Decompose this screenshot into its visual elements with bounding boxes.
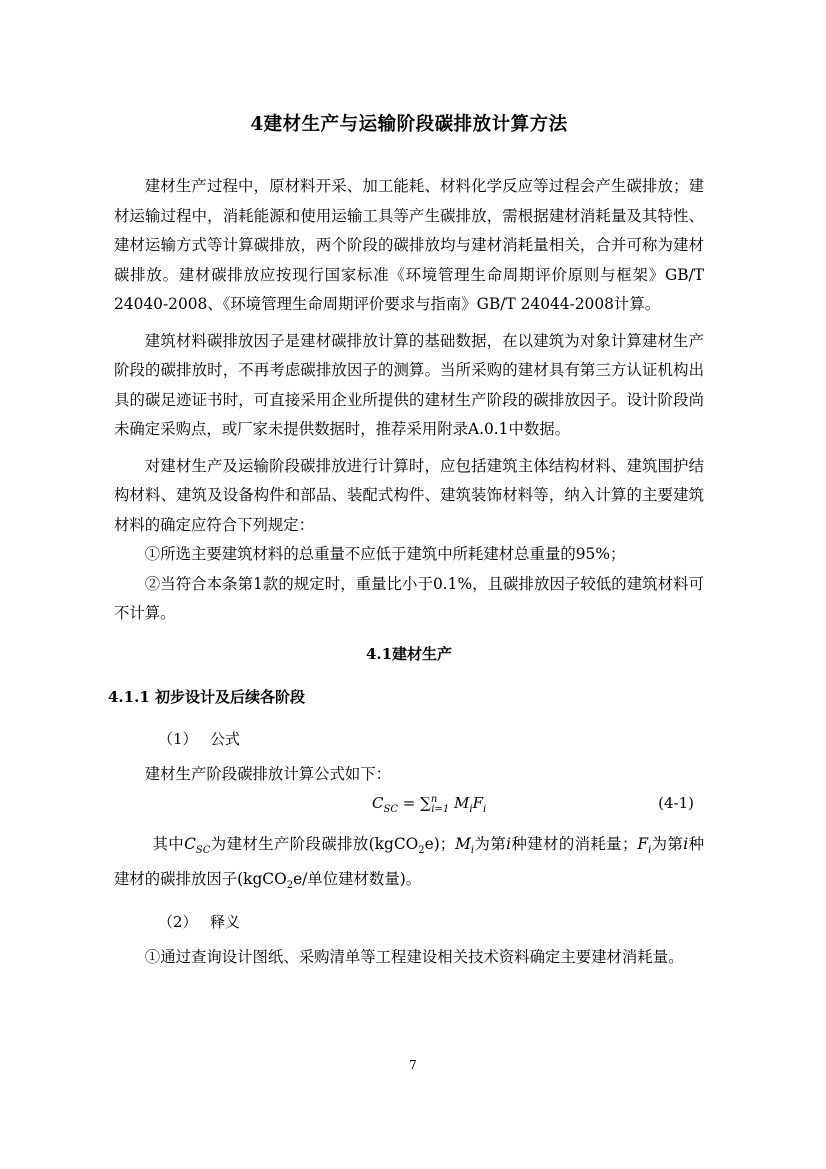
exp-m-sub: i — [470, 844, 475, 856]
equation-row — [114, 792, 704, 822]
exp-t1: 其中 — [152, 834, 185, 853]
exp-t6: 为第 — [651, 834, 684, 853]
exp-two: 2 — [418, 844, 425, 856]
formula-intro: 建材生产阶段碳排放计算公式如下： — [144, 765, 392, 783]
exp-t7: 种建材的碳排放因子(kgCO — [114, 834, 704, 889]
exp-i1: i — [506, 834, 512, 853]
eq-lhs: C — [372, 793, 384, 812]
eq-sum: ∑ — [420, 793, 431, 812]
interpretation-item-1: ①通过查询设计图纸、采购清单等工程建设相关技术资料确定主要建材消耗量。 — [144, 948, 684, 967]
exp-t3: e)； — [424, 834, 456, 853]
exp-f: F — [637, 834, 649, 853]
exp-t8: e/单位建材数量)。 — [293, 870, 422, 889]
rule-item-2: ②当符合本条第1款的规定时，重量比小于0.1%，且碳排放因子较低的建筑材料可不计算。 — [114, 574, 704, 622]
eq-sign: = — [398, 793, 421, 812]
eq-sum-sup: n — [430, 793, 438, 805]
subsection-title: 4.1.1 初步设计及后续各阶段 — [108, 687, 305, 706]
eq-m-sub: i — [469, 803, 473, 815]
page-number: 7 — [409, 1058, 417, 1072]
eq-sum-sub: i=1 — [431, 803, 450, 815]
eq-f: F — [472, 793, 483, 812]
eq-f-sub: i — [483, 803, 487, 815]
paragraph-intro: 建材生产过程中，原材料开采、加工能耗、材料化学反应等过程会产生碳排放；建材运输过程中，消耗能源和使用运输工具等产生碳排放，需根据建材消耗量及其特性、建材运输方式等计算碳排放，两个阶段的碳排放均与建材消耗量相关，合并可称为建材碳排放。建材碳排放应按现行国家标准《环境管理生命周期评价原则与框架》GB/T 24040-2008、《环境管理生命周期评价要求与指南》GB/T 24044-2008计算。 — [114, 177, 704, 313]
exp-two-b: 2 — [286, 880, 294, 892]
formula-label-text: 公式 — [210, 729, 241, 748]
exp-f-sub: i — [648, 844, 652, 856]
formula-label-number: （1） — [158, 729, 198, 748]
paragraph-emission-factor: 建筑材料碳排放因子是建材碳排放计算的基础数据，在以建筑为对象计算建材生产阶段的碳排放时，不再考虑碳排放因子的测算。当所采购的建材具有第三方认证机构出具的碳足迹证书时，可直接采用企业所提供的建材生产阶段的碳排放因子。设计阶段尚未确定采购点，或厂家未提供数据时，推荐采用附录A.0.1中数据。 — [114, 331, 704, 438]
exp-t5: 种建材的消耗量； — [511, 834, 638, 853]
chapter-title: 4建材生产与运输阶段碳排放计算方法 — [250, 114, 568, 135]
exp-c-sub: SC — [195, 844, 211, 856]
exp-i2: i — [683, 834, 689, 853]
eq-m: M — [454, 793, 470, 812]
exp-c: C — [184, 834, 196, 853]
eq-lhs-sub: SC — [383, 803, 398, 815]
page-content — [108, 110, 704, 973]
interpretation-label-number: （2） — [158, 912, 198, 931]
equation-explanation — [114, 830, 704, 901]
paragraph-scope: 对建材生产及运输阶段碳排放进行计算时，应包括建筑主体结构材料、建筑围护结构材料、建筑及设备构件和部品、装配式构件、建筑装饰材料等，纳入计算的主要建筑材料的确定应符合下列规定： — [114, 456, 704, 534]
equation — [372, 794, 486, 815]
section-title: 4.1建材生产 — [365, 644, 453, 663]
exp-t4: 为第 — [474, 834, 507, 853]
interpretation-label — [114, 908, 704, 938]
equation-number: (4-1) — [658, 793, 694, 812]
exp-t2: 为建材生产阶段碳排放(kgCO — [210, 834, 419, 853]
interpretation-label-text: 释义 — [210, 912, 241, 931]
exp-m: M — [455, 834, 471, 853]
formula-label — [114, 725, 704, 755]
rule-item-1: ①所选主要建筑材料的总重量不应低于建筑中所耗建材总重量的95%； — [144, 545, 626, 563]
